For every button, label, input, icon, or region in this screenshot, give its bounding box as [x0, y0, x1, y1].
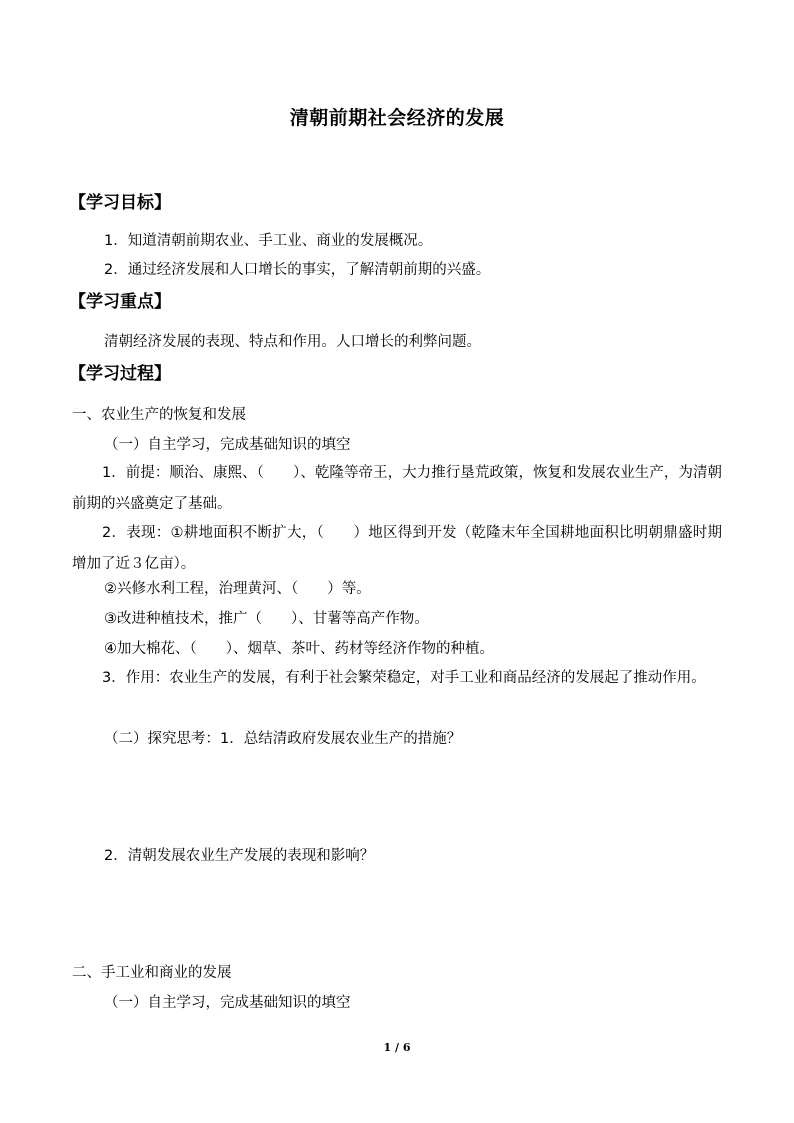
section1-item2b: ②兴修水利工程，治理黄河、（ ）等。 [104, 581, 371, 597]
document-title: 清朝前期社会经济的发展 [289, 107, 505, 129]
heading-learning-process: 【学习过程】 [69, 364, 171, 384]
section1-item1: 1．前提：顺治、康熙、（ ）、乾隆等帝王，大力推行垦荒政策，恢复和发展农业生产，为清朝前期的兴盛奠定了基础。 [72, 465, 722, 512]
heading-key-points: 【学习重点】 [69, 292, 171, 312]
section1-title: 一、农业生产的恢复和发展 [72, 407, 246, 423]
key-points-text: 清朝经济发展的表现、特点和作用。人口增长的利弊问题。 [104, 334, 481, 350]
section1-question2: 2．清朝发展农业生产发展的表现和影响？ [104, 848, 375, 864]
goal-item-1: 1．知道清朝前期农业、手工业、商业的发展概况。 [104, 233, 433, 249]
page-number: 1 / 6 [383, 1041, 411, 1054]
section1-item3: 3．作用：农业生产的发展，有利于社会繁荣稳定，对手工业和商品经济的发展起了推动作用。 [102, 670, 706, 686]
section1-item2c: ③改进种植技术，推广（ ）、甘薯等高产作物。 [104, 611, 429, 627]
section1-sub1: （一）自主学习，完成基础知识的填空 [104, 437, 351, 453]
section1-item2d: ④加大棉花、（ ）、烟草、茶叶、药材等经济作物的种植。 [104, 641, 494, 657]
section1-item2: 2．表现：①耕地面积不断扩大，（ ）地区得到开发（乾隆末年全国耕地面积比明朝鼎盛时期增加了近３亿亩）。 [72, 525, 722, 572]
section1-sub2: （二）探究思考：1．总结清政府发展农业生产的措施？ [104, 731, 462, 747]
section2-sub1: （一）自主学习，完成基础知识的填空 [104, 995, 351, 1011]
section2-title: 二、手工业和商业的发展 [72, 965, 232, 981]
goal-item-2: 2．通过经济发展和人口增长的事实，了解清朝前期的兴盛。 [104, 262, 491, 278]
heading-learning-goals: 【学习目标】 [69, 193, 171, 213]
